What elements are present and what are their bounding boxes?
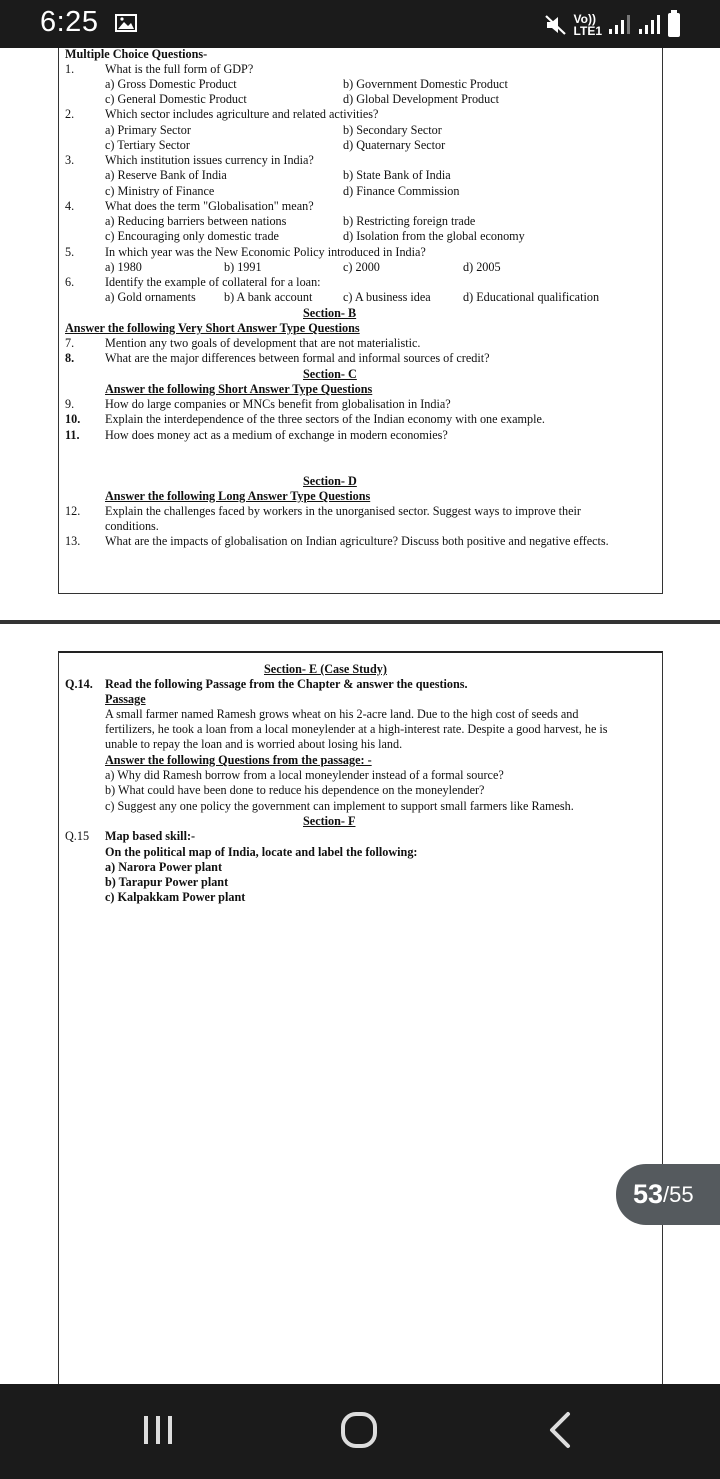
map-item: c) Kalpakkam Power plant <box>105 890 246 904</box>
question-heading: Map based skill:- <box>105 829 196 843</box>
option: a) 1980 <box>105 260 142 274</box>
status-icons <box>544 10 680 40</box>
map-item: a) Narora Power plant <box>105 860 223 874</box>
section-instruction: Answer the following Long Answer Type Questions <box>105 489 371 503</box>
map-item: b) Tarapur Power plant <box>105 875 229 889</box>
question-text: Identify the example of collateral for a loan: <box>105 275 321 289</box>
total-pages: /55 <box>663 1181 694 1207</box>
back-icon[interactable] <box>537 1409 587 1453</box>
questions-heading: Answer the following Questions from the passage: - <box>105 753 372 767</box>
status-time: 6:25 <box>40 6 99 38</box>
option: b) Restricting foreign trade <box>343 214 476 228</box>
option: d) 2005 <box>463 260 501 274</box>
option: a) Primary Sector <box>105 123 191 137</box>
question-text: Read the following Passage from the Chapter & answer the questions. <box>105 677 468 691</box>
signal-icon <box>608 14 632 36</box>
question-number: 9. <box>65 397 75 411</box>
case-question: b) What could have been done to reduce his dependence on the moneylender? <box>105 783 485 797</box>
question-text: What are the major differences between formal and informal sources of credit? <box>105 351 490 365</box>
option: d) Quaternary Sector <box>343 138 446 152</box>
option: d) Global Development Product <box>343 92 500 106</box>
case-question: c) Suggest any one policy the government can implement to support small farmers like Ramesh. <box>105 799 574 813</box>
question-text: On the political map of India, locate and label the following: <box>105 845 418 859</box>
mcq-heading: Multiple Choice Questions- <box>65 47 208 61</box>
network-label: Vo)) LTE1 <box>573 12 602 38</box>
option: d) Educational qualification <box>463 290 600 304</box>
question-text: How do large companies or MNCs benefit from globalisation in India? <box>105 397 451 411</box>
section-instruction: Answer the following Short Answer Type Questions <box>105 382 373 396</box>
option: a) Reserve Bank of India <box>105 168 227 182</box>
question-number: 12. <box>65 504 81 518</box>
option: b) Secondary Sector <box>343 123 442 137</box>
question-number: 8. <box>65 351 75 365</box>
question-number: Q.15 <box>65 829 90 843</box>
option: b) 1991 <box>224 260 262 274</box>
question-text: What does the term "Globalisation" mean? <box>105 199 314 213</box>
passage-label: Passage <box>105 692 146 706</box>
option: a) Gold ornaments <box>105 290 196 304</box>
option: d) Finance Commission <box>343 184 460 198</box>
navigation-bar <box>0 1384 720 1479</box>
current-page: 53 <box>633 1179 664 1209</box>
section-instruction: Answer the following Very Short Answer Type Questions <box>65 321 360 335</box>
option: b) Government Domestic Product <box>343 77 508 91</box>
option: a) Reducing barriers between nations <box>105 214 287 228</box>
question-text: Explain the interdependence of the three sectors of the Indian economy with one example. <box>105 412 545 426</box>
question-text: Which sector includes agriculture and related activities? <box>105 107 379 121</box>
question-number: 13. <box>65 534 81 548</box>
option: c) 2000 <box>343 260 380 274</box>
question-number: 7. <box>65 336 75 350</box>
option: c) A business idea <box>343 290 431 304</box>
option: b) State Bank of India <box>343 168 451 182</box>
question-text: In which year was the New Economic Policy introduced in India? <box>105 245 426 259</box>
page-indicator[interactable] <box>616 1164 720 1225</box>
gallery-icon <box>115 14 137 32</box>
option: b) A bank account <box>224 290 313 304</box>
option: c) General Domestic Product <box>105 92 247 106</box>
passage-text: A small farmer named Ramesh grows wheat on his 2-acre land. Due to the high cost of seeds and <box>105 707 579 721</box>
section-title: Section- B <box>303 306 357 320</box>
question-number: 6. <box>65 275 75 289</box>
signal-icon <box>638 14 662 36</box>
option: c) Encouraging only domestic trade <box>105 229 279 243</box>
question-number: 10. <box>65 412 81 426</box>
question-text: Which institution issues currency in India? <box>105 153 314 167</box>
question-number: 11. <box>65 428 80 442</box>
question-text: Explain the challenges faced by workers in the unorganised sector. Suggest ways to improve their <box>105 504 581 518</box>
page-separator <box>0 620 720 624</box>
section-title: Section- C <box>303 367 357 381</box>
question-text: What are the impacts of globalisation on Indian agriculture? Discuss both positive and negative effects. <box>105 534 609 548</box>
passage-text: fertilizers, he took a loan from a local moneylender at a high-interest rate. Despite a good harvest, he is <box>105 722 608 736</box>
case-question: a) Why did Ramesh borrow from a local moneylender instead of a formal source? <box>105 768 504 782</box>
option: a) Gross Domestic Product <box>105 77 237 91</box>
recents-icon[interactable] <box>133 1409 183 1453</box>
passage-text: unable to repay the loan and is worried about losing his land. <box>105 737 403 751</box>
option: d) Isolation from the global economy <box>343 229 525 243</box>
question-number: Q.14. <box>65 677 93 691</box>
question-text: What is the full form of GDP? <box>105 62 254 76</box>
question-text: How does money act as a medium of exchange in modern economies? <box>105 428 448 442</box>
battery-icon <box>668 13 680 37</box>
question-number: 1. <box>65 62 75 76</box>
question-number: 5. <box>65 245 75 259</box>
option: c) Ministry of Finance <box>105 184 215 198</box>
question-number: 4. <box>65 199 75 213</box>
mute-icon <box>544 14 568 36</box>
status-bar <box>0 0 720 48</box>
question-text: Mention any two goals of development that are not materialistic. <box>105 336 421 350</box>
section-title: Section- F <box>303 814 356 828</box>
question-text: conditions. <box>105 519 159 533</box>
question-number: 2. <box>65 107 75 121</box>
question-number: 3. <box>65 153 75 167</box>
section-title: Section- D <box>303 474 357 488</box>
section-title: Section- E (Case Study) <box>264 662 387 676</box>
option: c) Tertiary Sector <box>105 138 190 152</box>
home-icon[interactable] <box>334 1409 384 1453</box>
